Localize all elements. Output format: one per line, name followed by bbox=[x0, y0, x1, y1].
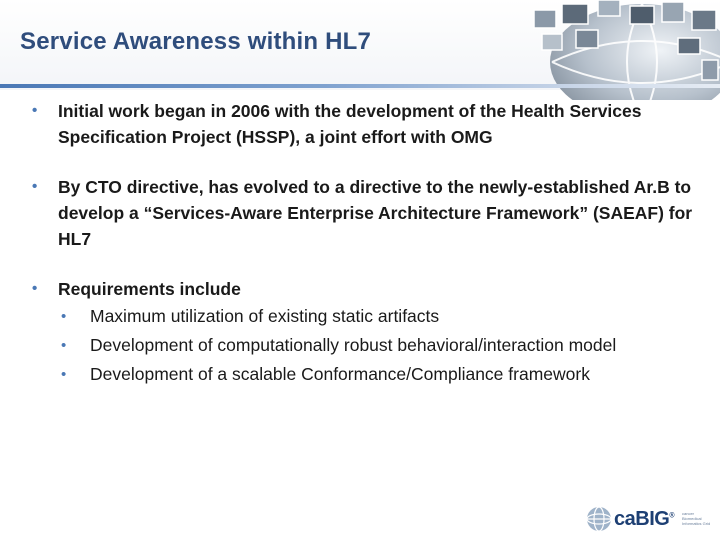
sub-bullet-text: Maximum utilization of existing static artifacts bbox=[90, 306, 440, 326]
bullet-icon: • bbox=[32, 102, 38, 119]
globe-logo-icon bbox=[586, 506, 612, 532]
bullet-item bbox=[28, 276, 704, 389]
sub-bullet-item bbox=[58, 302, 704, 331]
title-underline bbox=[0, 84, 720, 88]
sub-bullet-item bbox=[58, 360, 704, 389]
cabig-logo bbox=[586, 502, 716, 538]
bullet-text: By CTO directive, has evolved to a directive to the newly-established Ar.B to develop a “Services-Aware Enterprise Architecture Framework” (SAEAF) for HL7 bbox=[58, 177, 693, 249]
bullet-text: Requirements include bbox=[58, 279, 241, 299]
bullet-icon: • bbox=[61, 366, 67, 383]
bullet-item bbox=[28, 174, 704, 252]
bullet-icon: • bbox=[32, 178, 38, 195]
logo-wordmark: caBIG® bbox=[614, 508, 674, 530]
sub-bullet-item bbox=[58, 331, 704, 360]
sub-bullet-list bbox=[58, 302, 704, 389]
sub-bullet-text: Development of a scalable Conformance/Compliance framework bbox=[90, 364, 590, 384]
bullet-item bbox=[28, 98, 704, 150]
bullet-icon: • bbox=[32, 280, 38, 297]
slide-header bbox=[0, 0, 720, 90]
sub-bullet-text: Development of computationally robust behavioral/interaction model bbox=[90, 335, 617, 355]
bullet-text: Initial work began in 2006 with the development of the Health Services Specification Project (HSSP), a joint effort with OMG bbox=[58, 101, 642, 147]
bullet-icon: • bbox=[61, 337, 67, 354]
slide-title: Service Awareness within HL7 bbox=[20, 28, 372, 55]
logo-tagline: cancer Biomedical Informatics Grid bbox=[682, 511, 711, 526]
bullet-icon: • bbox=[61, 308, 67, 325]
bullet-list bbox=[28, 98, 704, 413]
